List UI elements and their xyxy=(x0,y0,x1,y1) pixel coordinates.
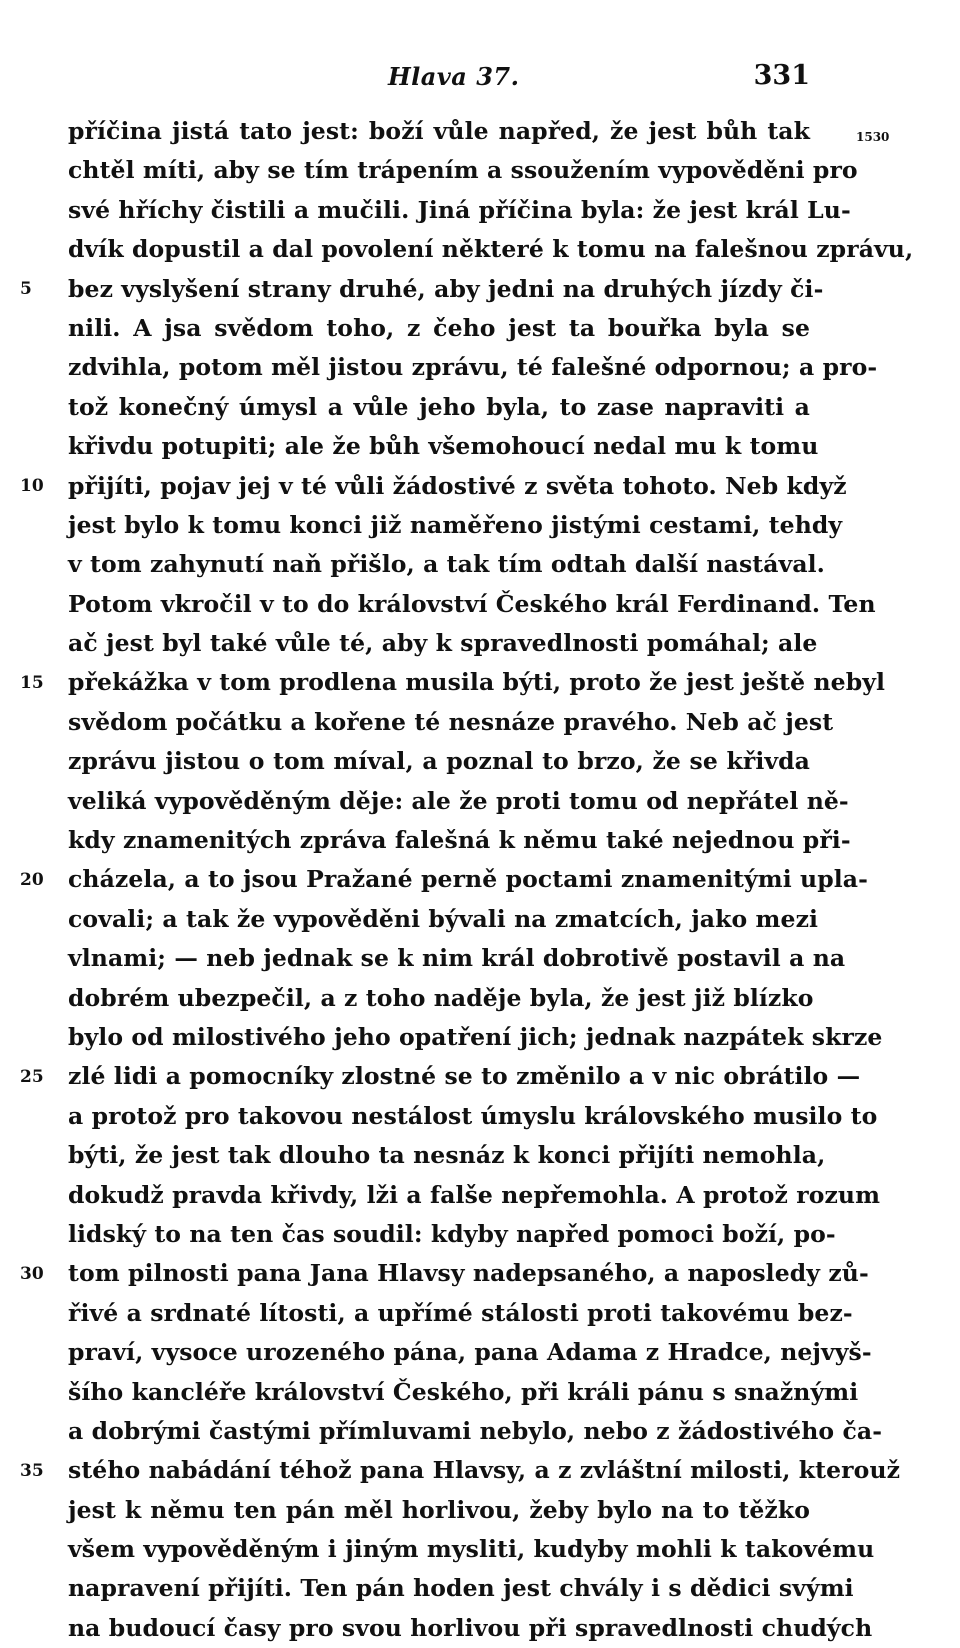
text-line: tož konečný úmysl a vůle jeho byla, to zase napraviti a xyxy=(68,392,810,421)
text-line: překážka v tom prodlena musila býti, proto že jest ještě nebyl xyxy=(68,668,886,697)
text-line: vlnami; — neb jednak se k nim král dobrotivě postavil a na xyxy=(68,944,846,973)
text-line: své hříchy čistili a mučili. Jiná příčina byla: že jest král Lu- xyxy=(68,195,851,224)
chapter-title: Hlava 37. xyxy=(388,62,520,91)
text-line: lidský to na ten čas soudil: kdyby napřed pomoci boží, po- xyxy=(68,1219,836,1248)
text-line: stého nabádání téhož pana Hlavsy, a z zvláštní milosti, kterouž xyxy=(68,1456,901,1485)
text-line: svědom počátku a kořene té nesnáze pravého. Neb ač jest xyxy=(68,707,834,736)
text-line: dokudž pravda křivdy, lži a falše nepřemohla. A protož rozum xyxy=(68,1180,881,1209)
text-line: veliká vypověděným děje: ale že proti tomu od nepřátel ně- xyxy=(68,786,849,815)
margin-line-number: 30 xyxy=(20,1263,44,1284)
text-line: zlé lidi a pomocníky zlostné se to změnilo a v nic obrátilo — xyxy=(68,1062,861,1091)
text-line: řivé a srdnaté lítosti, a upřímé stálosti proti takovému bez- xyxy=(68,1298,853,1327)
text-line: příčina jistá tato jest: boží vůle napřed, že jest bůh tak xyxy=(68,117,810,145)
margin-line-number: 20 xyxy=(20,869,44,890)
margin-line-number: 10 xyxy=(20,475,44,496)
margin-line-number: 25 xyxy=(20,1066,44,1087)
text-line: dobrém ubezpečil, a z toho naděje byla, že jest již blízko xyxy=(68,983,814,1012)
text-line: napravení přijíti. Ten pán hoden jest chvály i s dědici svými xyxy=(68,1574,854,1603)
text-line: Potom vkročil v to do království Českého král Ferdinand. Ten xyxy=(68,589,876,618)
text-line: kdy znamenitých zpráva falešná k němu také nejednou při- xyxy=(68,826,851,855)
text-line: přijíti, pojav jej v té vůli žádostivé z světa tohoto. Neb když xyxy=(68,471,847,500)
text-line: praví, vysoce urozeného pána, pana Adama z Hradce, nejvyš- xyxy=(68,1338,872,1367)
margin-line-number: 15 xyxy=(20,672,44,693)
margin-line-number: 5 xyxy=(20,278,32,299)
text-line: býti, že jest tak dlouho ta nesnáz k konci přijíti nemohla, xyxy=(68,1141,826,1170)
text-line: chtěl míti, aby se tím trápením a ssoužením vypověděni pro xyxy=(68,156,858,185)
text-line: bylo od milostivého jeho opatření jich; jednak nazpátek skrze xyxy=(68,1022,883,1051)
text-line: cházela, a to jsou Pražané perně poctami znamenitými upla- xyxy=(68,865,868,894)
text-line: v tom zahynutí naň přišlo, a tak tím odtah další nastával. xyxy=(68,550,825,579)
text-line: jest bylo k tomu konci již naměřeno jistými cestami, tehdy xyxy=(68,510,843,539)
text-line: tom pilnosti pana Jana Hlavsy nadepsaného, a naposledy zů- xyxy=(68,1259,869,1288)
text-line: ač jest byl také vůle té, aby k spravedlnosti pomáhal; ale xyxy=(68,629,818,658)
text-line: nili. A jsa svědom toho, z čeho jest ta bouřka byla se xyxy=(68,313,810,342)
margin-line-number: 35 xyxy=(20,1460,44,1481)
text-line: šího kancléře království Českého, při králi pánu s snažnými xyxy=(68,1377,859,1406)
text-line: křivdu potupiti; ale že bůh všemohoucí nedal mu k tomu xyxy=(68,432,819,461)
text-line: všem vypověděným i jiným mysliti, kudyby mohli k takovému xyxy=(68,1535,875,1564)
margin-year-note: 1530 xyxy=(856,130,890,144)
text-line: zprávu jistou o tom míval, a poznal to brzo, že se křivda xyxy=(68,747,810,776)
text-line: zdvihla, potom měl jistou zprávu, té falešné odpornou; a pro- xyxy=(68,353,878,382)
text-line: dvík dopustil a dal povolení některé k tomu na falešnou zprávu, xyxy=(68,235,914,264)
text-line: jest k němu ten pán měl horlivou, žeby bylo na to těžko xyxy=(68,1495,810,1524)
text-line: a protož pro takovou nestálost úmyslu královského musilo to xyxy=(68,1101,878,1130)
running-head xyxy=(68,62,810,98)
text-line: covali; a tak že vypověděni bývali na zmatcích, jako mezi xyxy=(68,904,819,933)
text-line: a dobrými častými přímluvami nebylo, nebo z žádostivého ča- xyxy=(68,1416,883,1445)
text-line: na budoucí časy pro svou horlivou při spravedlnosti chudých xyxy=(68,1613,873,1642)
page-number: 331 xyxy=(753,60,810,91)
text-line: bez vyslyšení strany druhé, aby jedni na druhých jízdy či- xyxy=(68,274,824,303)
